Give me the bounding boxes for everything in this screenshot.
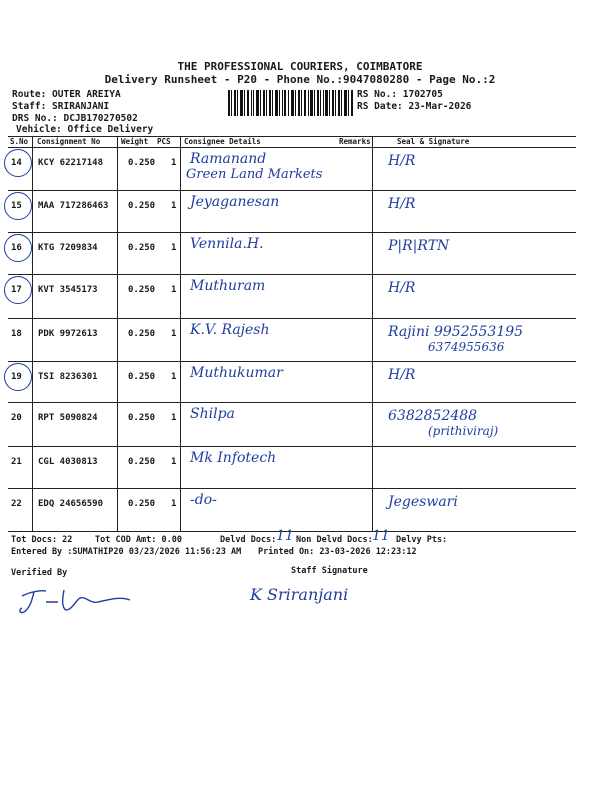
pcs-value: 1 <box>171 243 177 253</box>
consignment-number: KTG 7209834 <box>38 243 98 253</box>
seal-handwritten: H/R <box>388 367 416 383</box>
col-sno: S.No <box>10 137 29 146</box>
consignee-handwritten: -do- <box>190 492 217 508</box>
table-row <box>8 446 576 489</box>
seal-handwritten: H/R <box>388 196 416 212</box>
drs-number: DRS No.: DCJB170270502 <box>12 113 138 124</box>
table-row <box>8 488 576 532</box>
weight-value: 0.250 <box>128 201 156 211</box>
consignee-handwritten: Mk Infotech <box>190 450 277 466</box>
rs-date: RS Date: 23-Mar-2026 <box>357 101 472 112</box>
consignment-number: PDK 9972613 <box>38 329 98 339</box>
pcs-value: 1 <box>171 201 177 211</box>
consignment-number: CGL 4030813 <box>38 457 98 467</box>
delvd-docs-hand: 11 <box>276 528 294 544</box>
consignee-handwritten: Shilpa <box>190 406 235 422</box>
consignment-number: MAA 717286463 <box>38 201 109 211</box>
serial-number: 21 <box>11 457 22 467</box>
col-seal: Seal & Signature <box>397 137 470 146</box>
seal-handwritten-line2: (prithiviraj) <box>428 424 499 438</box>
non-delvd-docs-hand: 11 <box>372 528 390 544</box>
pcs-value: 1 <box>171 413 177 423</box>
col-remarks: Remarks <box>339 137 371 146</box>
delvd-docs: Delvd Docs: <box>220 535 277 545</box>
tot-cod: Tot COD Amt: 0.00 <box>95 535 182 545</box>
serial-number: 18 <box>11 329 22 339</box>
company-title: THE PROFESSIONAL COURIERS, COIMBATORE <box>177 60 423 73</box>
vehicle-label: Vehicle: Office Delivery <box>16 124 154 135</box>
delvy-pts: Delvy Pts: <box>396 535 448 545</box>
col-weight: Weight <box>121 137 149 146</box>
pcs-value: 1 <box>171 329 177 339</box>
col-consignee: Consignee Details <box>184 137 261 146</box>
consignee-handwritten: K.V. Rajesh <box>190 322 270 338</box>
seal-handwritten: P|R|RTN <box>388 238 450 254</box>
consignment-number: KCY 62217148 <box>38 158 104 168</box>
table-row <box>8 402 576 447</box>
staff-signature-label: Staff Signature <box>291 566 368 576</box>
consignment-number: KVT 3545173 <box>38 285 98 295</box>
verified-signature <box>16 582 136 618</box>
consignee-handwritten-line2: Green Land Markets <box>186 167 323 182</box>
weight-value: 0.250 <box>128 158 156 168</box>
entered-by: Entered By :SUMATHIP20 03/23/2026 11:56:23 AM <box>11 547 242 557</box>
seal-handwritten: Jegeswari <box>388 494 458 510</box>
barcode <box>228 90 354 116</box>
serial-number: 19 <box>11 372 22 382</box>
seal-handwritten: H/R <box>388 280 416 296</box>
weight-value: 0.250 <box>128 243 156 253</box>
printed-on: Printed On: 23-03-2026 12:23:12 <box>258 547 417 557</box>
seal-handwritten: 6382852488 <box>388 408 478 424</box>
tot-docs: Tot Docs: 22 <box>11 535 73 545</box>
col-consignment: Consignment No <box>37 137 101 146</box>
weight-value: 0.250 <box>128 499 156 509</box>
serial-number: 20 <box>11 413 22 423</box>
serial-number: 17 <box>11 285 22 295</box>
staff-sign-hand: K Sriranjani <box>250 585 349 604</box>
consignment-number: RPT 5090824 <box>38 413 98 423</box>
serial-number: 16 <box>11 243 22 253</box>
weight-value: 0.250 <box>128 413 156 423</box>
consignee-handwritten: Muthukumar <box>190 365 283 381</box>
table-row <box>8 190 576 233</box>
consignment-number: TSI 8236301 <box>38 372 98 382</box>
weight-value: 0.250 <box>128 457 156 467</box>
consignee-handwritten: Jeyaganesan <box>190 194 280 210</box>
seal-handwritten: H/R <box>388 153 416 169</box>
serial-number: 15 <box>11 201 22 211</box>
serial-number: 14 <box>11 158 22 168</box>
route-label: Route: OUTER AREIYA <box>12 89 121 100</box>
non-delvd-docs: Non Delvd Docs: <box>296 535 373 545</box>
seal-handwritten: Rajini 9952553195 <box>388 324 524 340</box>
table-row <box>8 318 576 362</box>
consignee-handwritten: Vennila.H. <box>190 236 264 252</box>
verified-by-label: Verified By <box>11 568 68 578</box>
pcs-value: 1 <box>171 457 177 467</box>
weight-value: 0.250 <box>128 372 156 382</box>
table-row <box>8 147 576 191</box>
pcs-value: 1 <box>171 499 177 509</box>
pcs-value: 1 <box>171 158 177 168</box>
table-row <box>8 232 576 275</box>
consignment-number: EDQ 24656590 <box>38 499 104 509</box>
table-row <box>8 274 576 319</box>
consignee-handwritten: Muthuram <box>190 278 266 294</box>
pcs-value: 1 <box>171 285 177 295</box>
weight-value: 0.250 <box>128 285 156 295</box>
weight-value: 0.250 <box>128 329 156 339</box>
serial-number: 22 <box>11 499 22 509</box>
seal-handwritten-line2: 6374955636 <box>428 340 505 354</box>
rs-number: RS No.: 1702705 <box>357 89 443 100</box>
consignee-handwritten: Ramanand <box>190 151 267 167</box>
pcs-value: 1 <box>171 372 177 382</box>
staff-label: Staff: SRIRANJANI <box>12 101 110 112</box>
table-row <box>8 361 576 403</box>
col-pcs: PCS <box>157 137 171 146</box>
runsheet-subtitle: Delivery Runsheet - P20 - Phone No.:9047080280 - Page No.:2 <box>104 73 496 86</box>
